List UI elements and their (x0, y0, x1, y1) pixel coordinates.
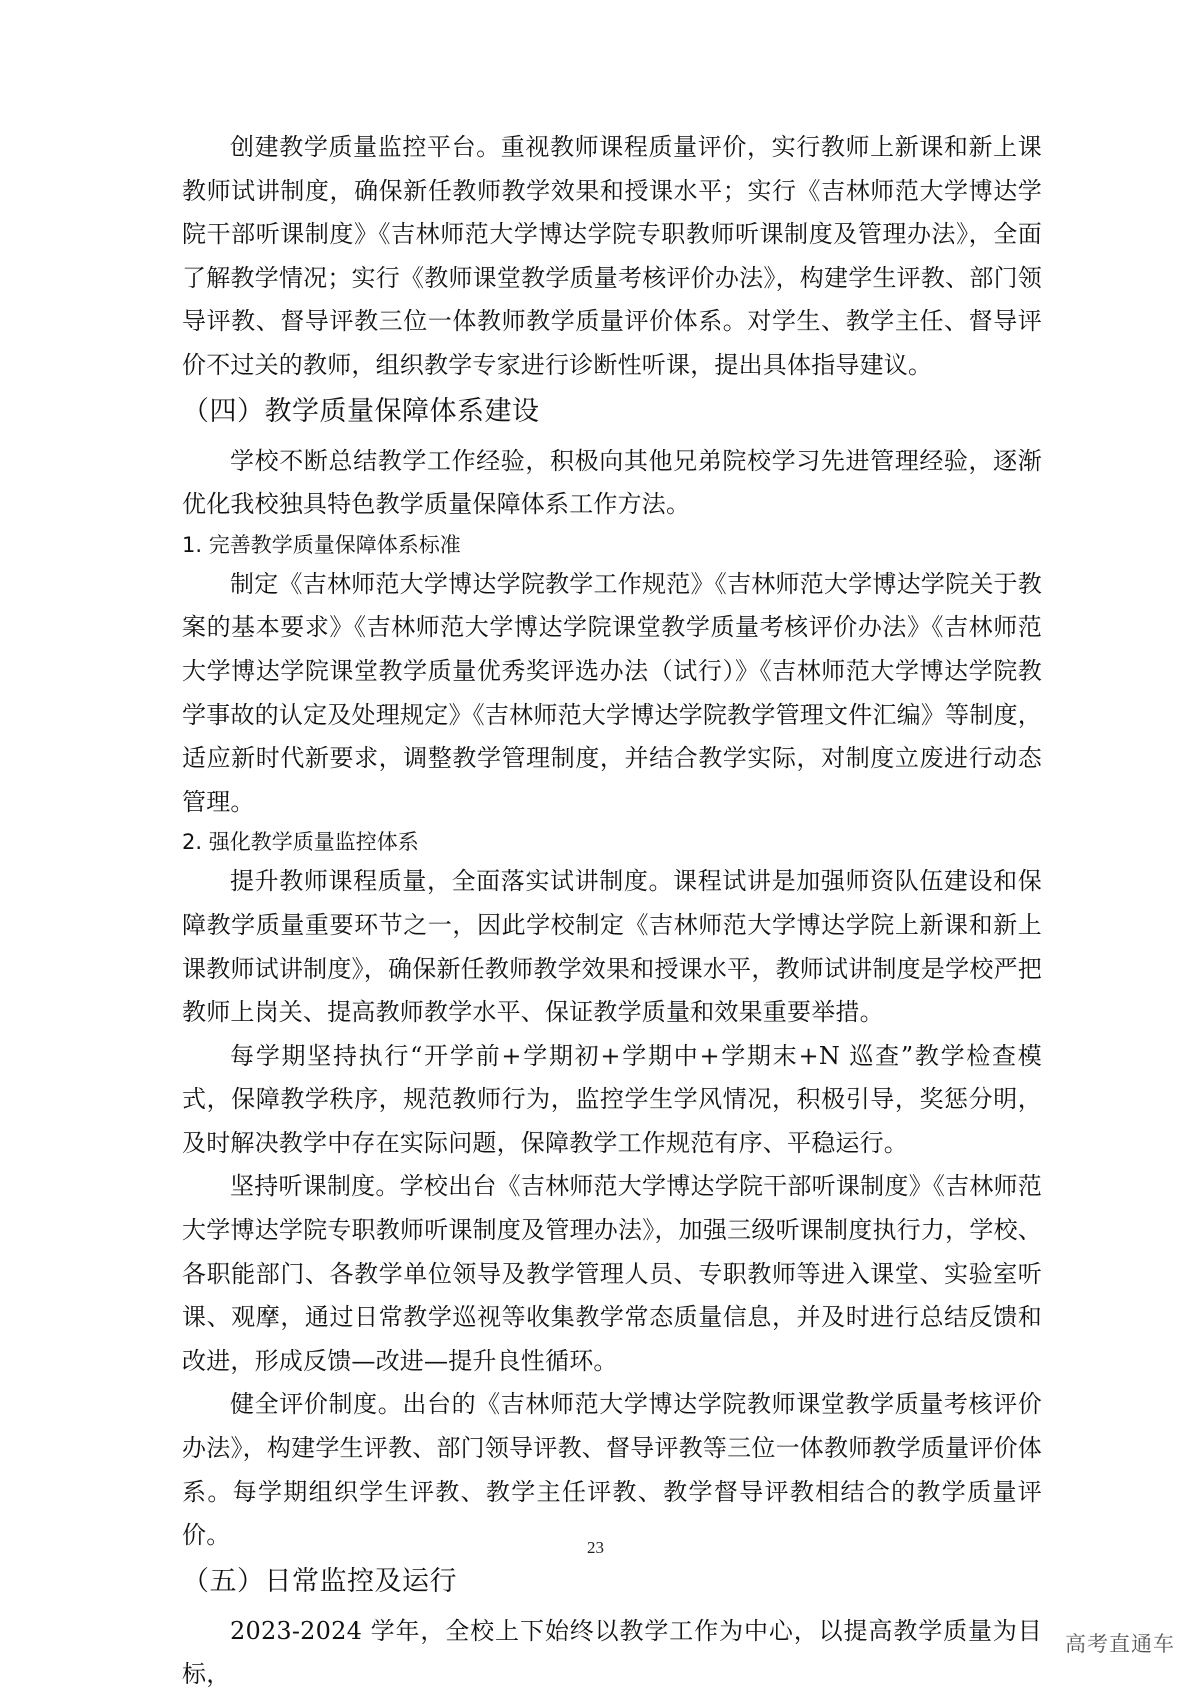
watermark-text: 高考直通车 (1065, 1632, 1175, 1656)
paragraph-section5-intro: 2023-2024 学年，全校上下始终以教学工作为中心，以提高教学质量为目标， (182, 1616, 1042, 1689)
paragraph-quality-platform: 创建教学质量监控平台。重视教师课程质量评价，实行教师上新课和新上课教师试讲制度，确保新任教师教学效果和授课水平；实行《吉林师范大学博达学院干部听课制度》《吉林师范大学博达学院专职教师听课制度及管理办法》，全面了解教学情况；实行《教师课堂教学质量考核评价办法》，构建学生评教、部门领导评教、督导评教三位一体教师教学质量评价体系。对学生、教学主任、督导评价不过关的教师，组织教学专家进行诊断性听课，提出具体指导建议。 (182, 133, 1042, 379)
paragraph-evaluation-system: 健全评价制度。出台的《吉林师范大学博达学院教师课堂教学质量考核评价办法》，构建学生评教、部门领导评教、督导评教等三位一体教师教学质量评价体系。每学期组织学生评教、教学主任评教、教学督导评教相结合的教学质量评价。 (182, 1390, 1042, 1550)
sub-heading-1: 1. 完善教学质量保障体系标准 (182, 532, 461, 557)
section-heading-4: （四）教学质量保障体系建设 (182, 395, 540, 427)
paragraph-inspection-mode: 每学期坚持执行“开学前+学期初+学期中+学期末+N 巡查”教学检查模式，保障教学秩序，规范教师行为，监控学生学风情况，积极引导，奖惩分明，及时解决教学中存在实际问题，保障教学工作规范有序、平稳运行。 (182, 1041, 1042, 1157)
sub-heading-2: 2. 强化教学质量监控体系 (182, 830, 419, 855)
paragraph-section4-intro: 学校不断总结教学工作经验，积极向其他兄弟院校学习先进管理经验，逐渐优化我校独具特色教学质量保障体系工作方法。 (182, 446, 1042, 519)
page-number: 23 (587, 1538, 604, 1557)
paragraph-standards: 制定《吉林师范大学博达学院教学工作规范》《吉林师范大学博达学院关于教案的基本要求》《吉林师范大学博达学院课堂教学质量考核评价办法》《吉林师范大学博达学院课堂教学质量优秀奖评选办法（试行）》《吉林师范大学博达学院教学事故的认定及处理规定》《吉林师范大学博达学院教学管理文件汇编》等制度，适应新时代新要求，调整教学管理制度，并结合教学实际，对制度立废进行动态管理。 (182, 569, 1042, 816)
section-heading-5: （五）日常监控及运行 (182, 1565, 457, 1597)
paragraph-lecture-attendance: 坚持听课制度。学校出台《吉林师范大学博达学院干部听课制度》《吉林师范大学博达学院专职教师听课制度及管理办法》，加强三级听课制度执行力，学校、各职能部门、各教学单位领导及教学管理人员、专职教师等进入课堂、实验室听课、观摩，通过日常教学巡视等收集教学常态质量信息，并及时进行总结反馈和改进，形成反馈—改进—提升良性循环。 (182, 1172, 1042, 1375)
paragraph-trial-lecture: 提升教师课程质量，全面落实试讲制度。课程试讲是加强师资队伍建设和保障教学质量重要环节之一，因此学校制定《吉林师范大学博达学院上新课和新上课教师试讲制度》，确保新任教师教学效果和授课水平，教师试讲制度是学校严把教师上岗关、提高教师教学水平、保证教学质量和效果重要举措。 (182, 867, 1042, 1027)
document-body (182, 126, 1042, 1697)
